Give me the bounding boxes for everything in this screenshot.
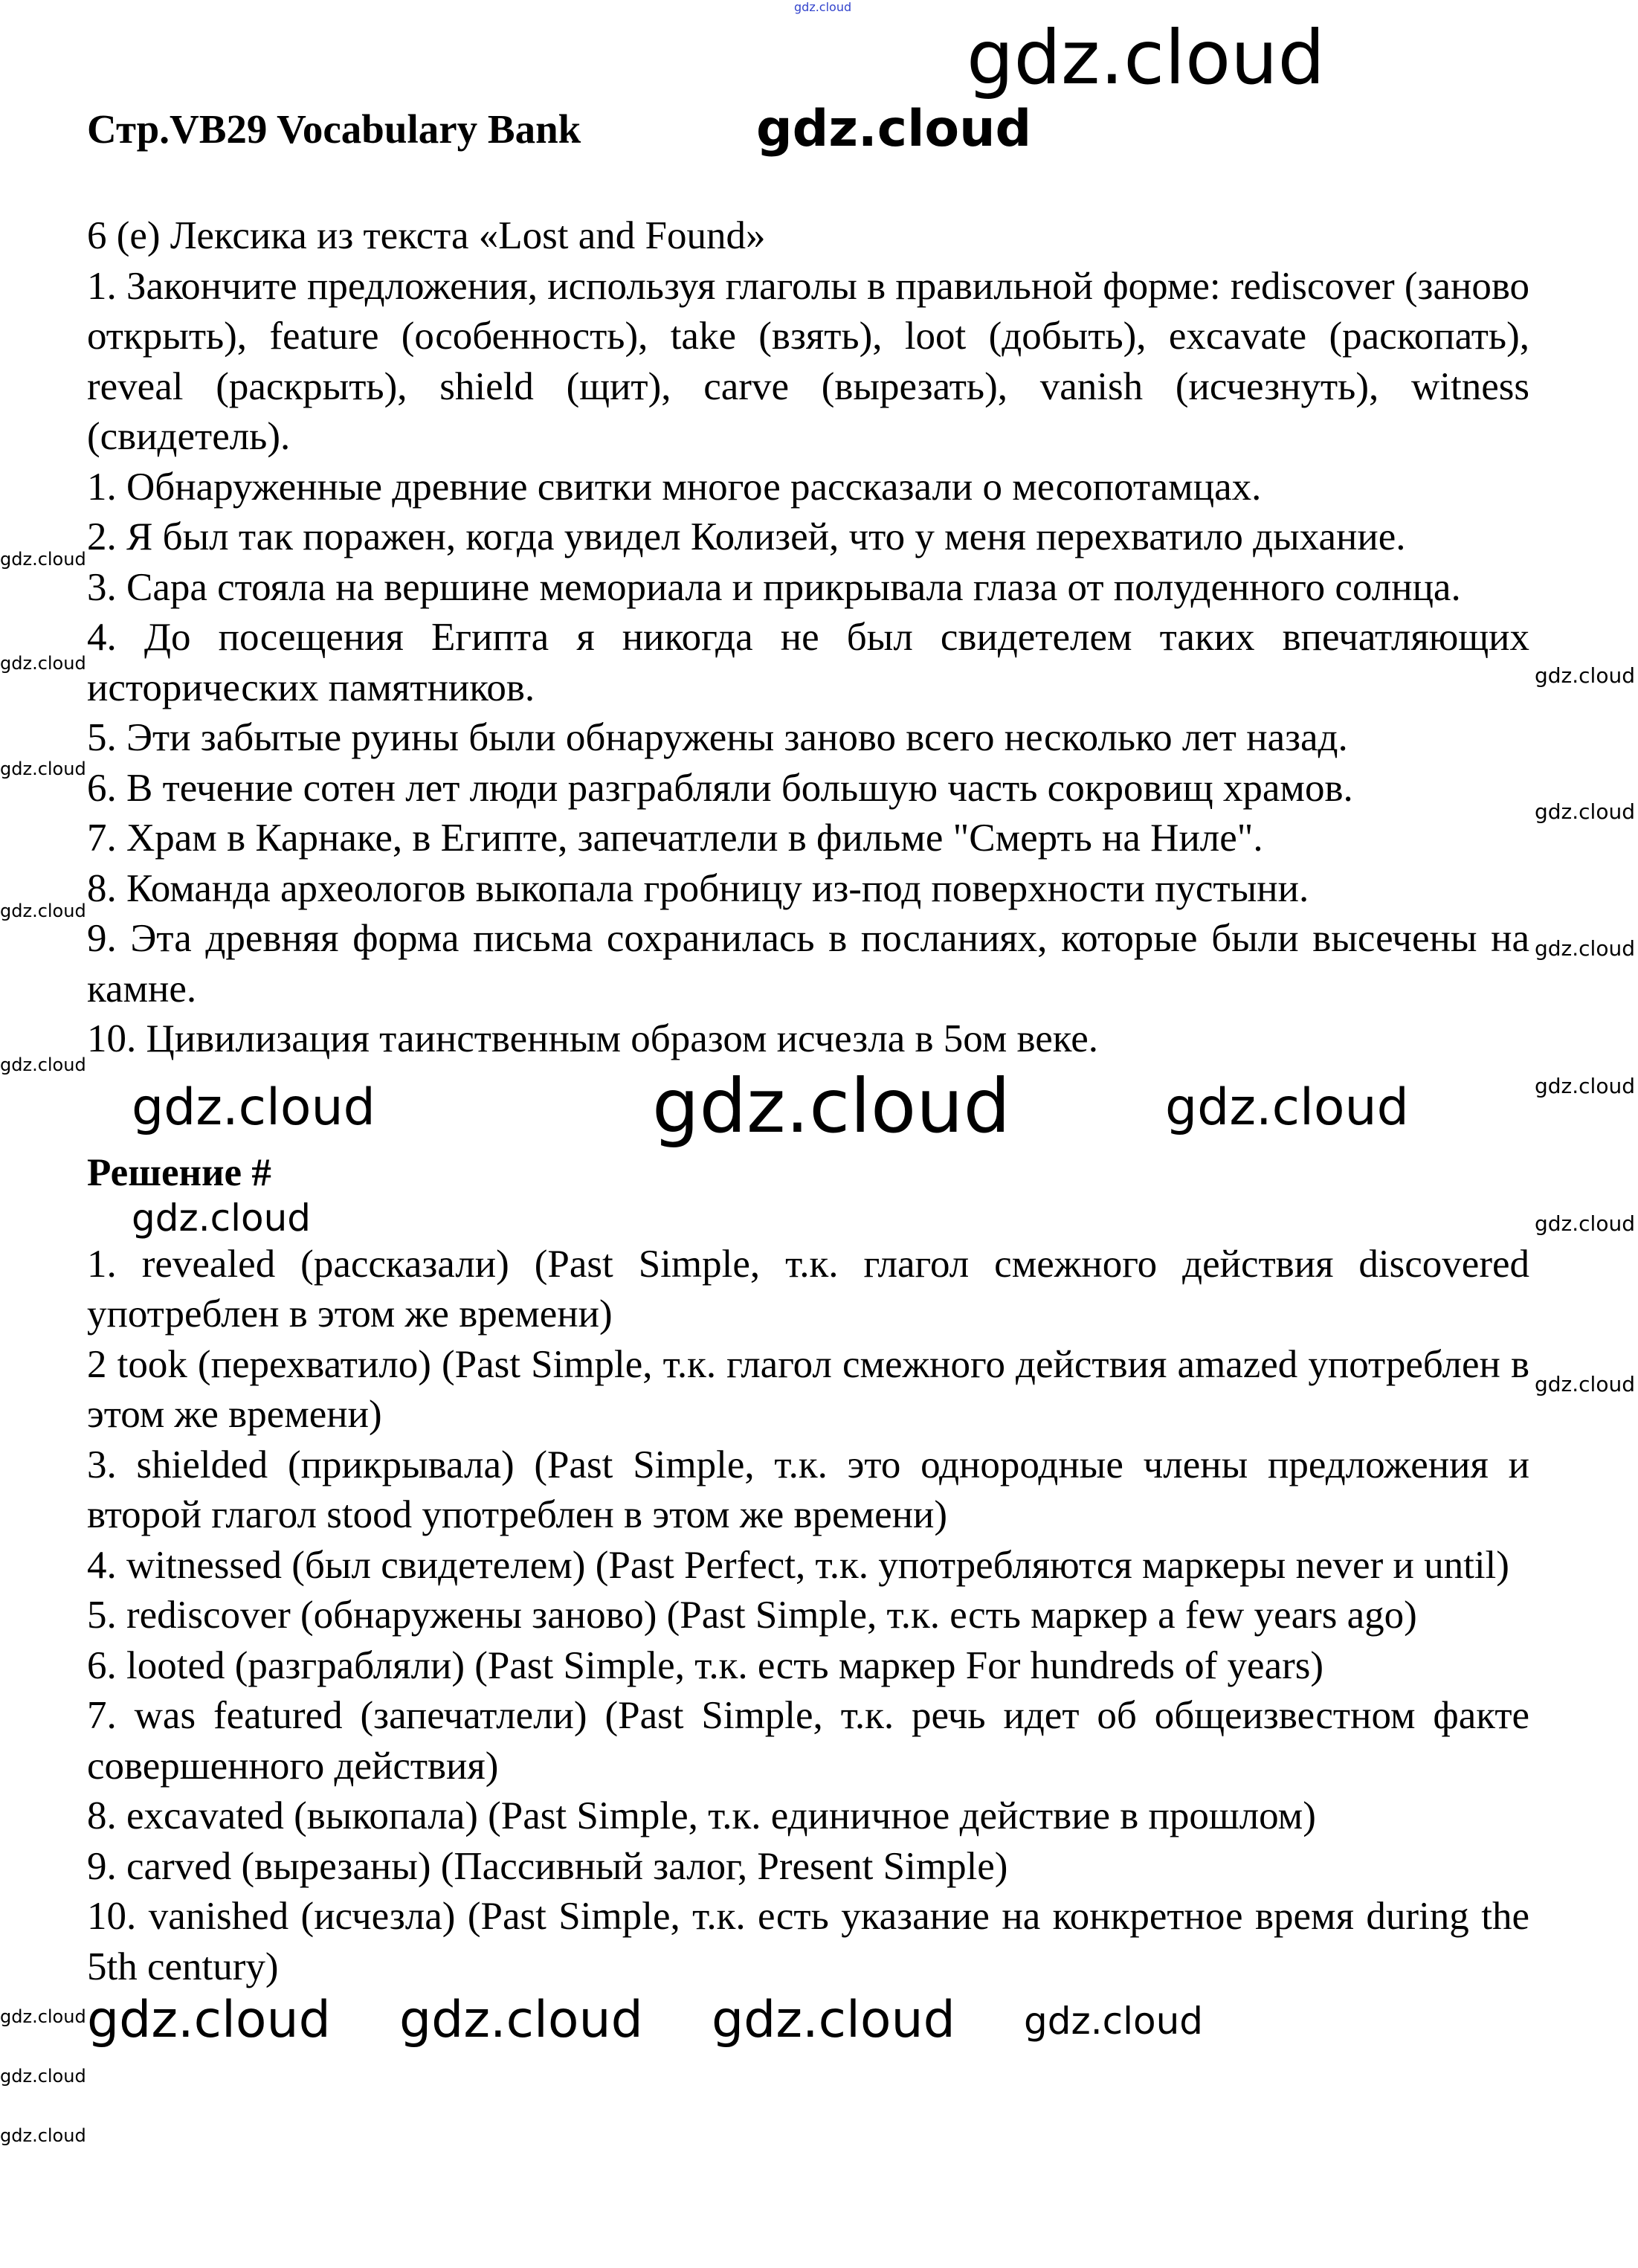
solution-section (87, 1240, 1529, 1993)
page-title: Стр.VB29 Vocabulary Bank (87, 106, 581, 152)
watermark: gdz.cloud (1535, 1372, 1635, 1396)
watermark: gdz.cloud (0, 2006, 86, 2027)
sentence: 5. Эти забытые руины были обнаружены заново всего несколько лет назад. (87, 716, 1348, 759)
watermark: gdz.cloud (0, 2125, 86, 2146)
sentence: 8. Команда археологов выкопала гробницу из-под поверхности пустыни. (87, 866, 1309, 910)
watermark-row (87, 1992, 1529, 2049)
watermark: gdz.cloud (1535, 663, 1635, 688)
answer: 1. revealed (рассказали) (Past Simple, т.к. глагол смежного действия discovered употреблен в этом же времени) (87, 1242, 1529, 1336)
answer: 2 took (перехватило) (Past Simple, т.к. глагол смежного действия amazed употреблен в этом же времени) (87, 1342, 1529, 1436)
watermark: gdz.cloud (1535, 1074, 1635, 1098)
watermark: gdz.cloud (0, 901, 86, 921)
sentence: 9. Эта древняя форма письма сохранилась в посланиях, которые были высечены на камне. (87, 917, 1529, 1011)
answer: 8. excavated (выкопала) (Past Simple, т.к. единичное действие в прошлом) (87, 1794, 1316, 1837)
sentence: 6. В течение сотен лет люди разграбляли большую часть сокровищ храмов. (87, 766, 1353, 810)
answer: 6. looted (разграбляли) (Past Simple, т.к. есть маркер For hundreds of years) (87, 1643, 1324, 1687)
watermark: gdz.cloud (0, 653, 86, 674)
task-instruction: 1. Закончите предложения, используя глаголы в правильной форме: rediscover (заново открыть), feature (особенность), take (взять), loot (добыть), excavate (раскопать), reveal (раскрыть), shield (щит), carve (вырезать), vanish (исчезнуть), witness (свидетель). (87, 264, 1529, 458)
answer: 10. vanished (исчезла) (Past Simple, т.к. есть указание на конкретное время during the 5th century) (87, 1895, 1529, 1988)
sentence: 3. Сара стояла на вершине мемориала и прикрывала глаза от полуденного солнца. (87, 565, 1461, 609)
watermark: gdz.cloud (712, 1991, 955, 2049)
watermark: gdz.cloud (0, 549, 86, 570)
watermark: gdz.cloud (652, 1062, 1011, 1150)
watermark: gdz.cloud (967, 14, 1326, 101)
watermark: gdz.cloud (132, 1196, 312, 1240)
watermark: gdz.cloud (399, 1991, 643, 2049)
watermark: gdz.cloud (756, 100, 1032, 158)
answer: 4. witnessed (был свидетелем) (Past Perfect, т.к. употребляются маркеры never и until) (87, 1543, 1509, 1587)
task-heading: 6 (e) Лексика из текста «Lost and Found» (87, 214, 766, 257)
sentence: 2. Я был так поражен, когда увидел Колизей, что у меня перехватило дыхание. (87, 515, 1406, 558)
watermark: gdz.cloud (794, 0, 852, 14)
sentence: 1. Обнаруженные древние свитки многое рассказали о месопотамцах. (87, 465, 1262, 509)
spacer (87, 154, 1529, 211)
answer: 7. was featured (запечатлели) (Past Simple, т.к. речь идет об общеизвестном факте совершенного действия) (87, 1694, 1529, 1788)
sentence: 10. Цивилизация таинственным образом исчезла в 5ом веке. (87, 1017, 1098, 1060)
watermark: gdz.cloud (0, 758, 86, 779)
document-body (87, 100, 1529, 2049)
watermark-row (87, 1198, 1529, 1240)
watermark: gdz.cloud (132, 1077, 375, 1137)
answer: 3. shielded (прикрывала) (Past Simple, т.к. это однородные члены предложения и второй глагол stood употреблен в этом же времени) (87, 1443, 1529, 1536)
watermark: gdz.cloud (1535, 799, 1635, 824)
sentence: 7. Храм в Карнаке, в Египте, запечатлели в фильме "Смерть на Ниле". (87, 816, 1263, 860)
watermark: gdz.cloud (1024, 2000, 1204, 2043)
watermark: gdz.cloud (1165, 1077, 1409, 1137)
watermark: gdz.cloud (1535, 1211, 1635, 1236)
sentence: 4. До посещения Египта я никогда не был свидетелем таких впечатляющих исторических памятников. (87, 616, 1529, 709)
watermark: gdz.cloud (87, 1991, 331, 2049)
watermark: gdz.cloud (1535, 936, 1635, 961)
answer: 5. rediscover (обнаружены заново) (Past Simple, т.к. есть маркер a few years ago) (87, 1594, 1417, 1637)
watermark-row (87, 1062, 1529, 1150)
watermark: gdz.cloud (0, 2066, 86, 2087)
answer: 9. carved (вырезаны) (Пассивный залог, Present Simple) (87, 1844, 1008, 1888)
page-title-row (87, 100, 1529, 158)
watermark: gdz.cloud (0, 1054, 86, 1075)
solution-heading: Решение # (87, 1150, 271, 1194)
task-section (87, 211, 1529, 1065)
